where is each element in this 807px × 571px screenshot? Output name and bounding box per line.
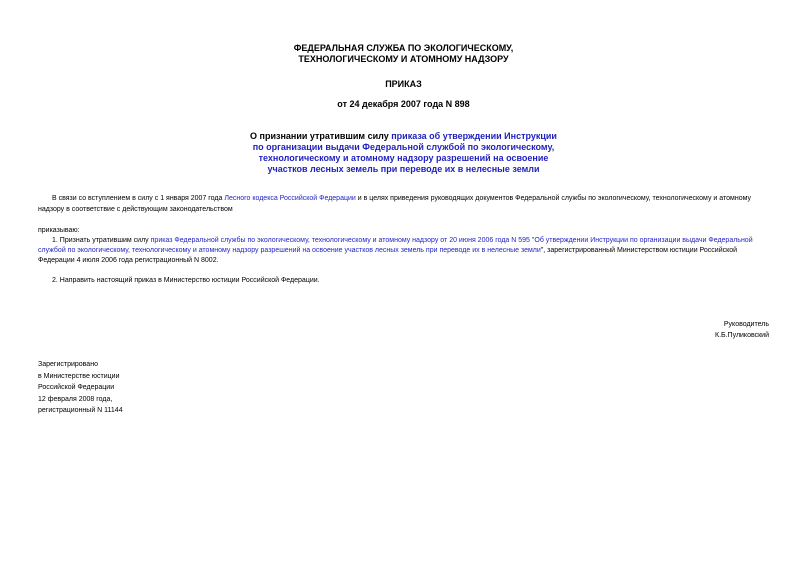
item-1-line-3: Федерации 4 июля 2006 года регистрационный N 8002. xyxy=(38,257,219,264)
item-1-line-1 xyxy=(52,236,753,246)
document-title xyxy=(0,131,807,175)
title-link-line-2[interactable]: по организации выдачи Федеральной службой по экологическому, xyxy=(252,142,555,152)
preamble-text-a: В связи со вступлением в силу с 1 января 2007 года xyxy=(52,195,225,202)
item-1-text: 1. Признать утратившим силу xyxy=(52,237,151,244)
registration-block xyxy=(38,359,123,417)
forest-code-link[interactable]: Лесного кодекса Российской Федерации xyxy=(224,195,356,202)
signature-role: Руководитель xyxy=(723,321,769,328)
title-link-order[interactable]: приказа об утверждении Инструкции xyxy=(391,131,557,141)
title-link-line-4[interactable]: участков лесных земель при переводе их в нелесные земли xyxy=(267,164,540,174)
item-1-line-2 xyxy=(38,246,737,256)
title-link-line-3[interactable]: технологическому и атомному надзору разрешений на освоение xyxy=(258,153,549,163)
document-type: ПРИКАЗ xyxy=(385,79,422,89)
title-text: О признании утратившим силу xyxy=(250,131,392,141)
registration-line-5: регистрационный N 11144 xyxy=(38,407,123,414)
registration-line-2: в Министерстве юстиции xyxy=(38,372,120,380)
signature-name: К.Б.Пуликовский xyxy=(715,332,769,339)
agency-name xyxy=(0,43,807,65)
agency-name-line-2: ТЕХНОЛОГИЧЕСКОМУ И АТОМНОМУ НАДЗОРУ xyxy=(298,54,509,64)
registration-line-1: Зарегистрировано xyxy=(38,361,98,368)
item-2: 2. Направить настоящий приказ в Министерство юстиции Российской Федерации. xyxy=(52,277,320,284)
order-word: приказываю: xyxy=(38,227,80,234)
document-date: от 24 декабря 2007 года N 898 xyxy=(337,99,470,109)
item-1-text-b: ", зарегистрированный Министерством юстиции Российской xyxy=(540,247,738,254)
order-595-link[interactable]: приказ Федеральной службы по экологическому, технологическому и атомному надзору от 20 июня 2006 года N 595 "Об утверждении Инструкции по организации выдачи Федеральной xyxy=(150,237,753,244)
agency-name-line-1: ФЕДЕРАЛЬНАЯ СЛУЖБА ПО ЭКОЛОГИЧЕСКОМУ, xyxy=(293,43,514,53)
preamble-line-1 xyxy=(52,194,751,204)
preamble-text-b: и в целях приведения руководящих документов Федеральной службы по экологическому, технологическому и атомному xyxy=(355,195,751,202)
preamble-line-2: надзору в соответствие с действующим законодательством xyxy=(38,206,233,213)
registration-line-4: 12 февраля 2008 года, xyxy=(38,395,113,403)
order-595-link-cont[interactable]: службой по экологическому, технологическому и атомному надзору разрешений на освоение участков лесных земель при переводе их в нелесные земли xyxy=(38,247,541,254)
signature-block xyxy=(715,319,769,341)
registration-line-3: Российской Федерации xyxy=(38,384,115,391)
